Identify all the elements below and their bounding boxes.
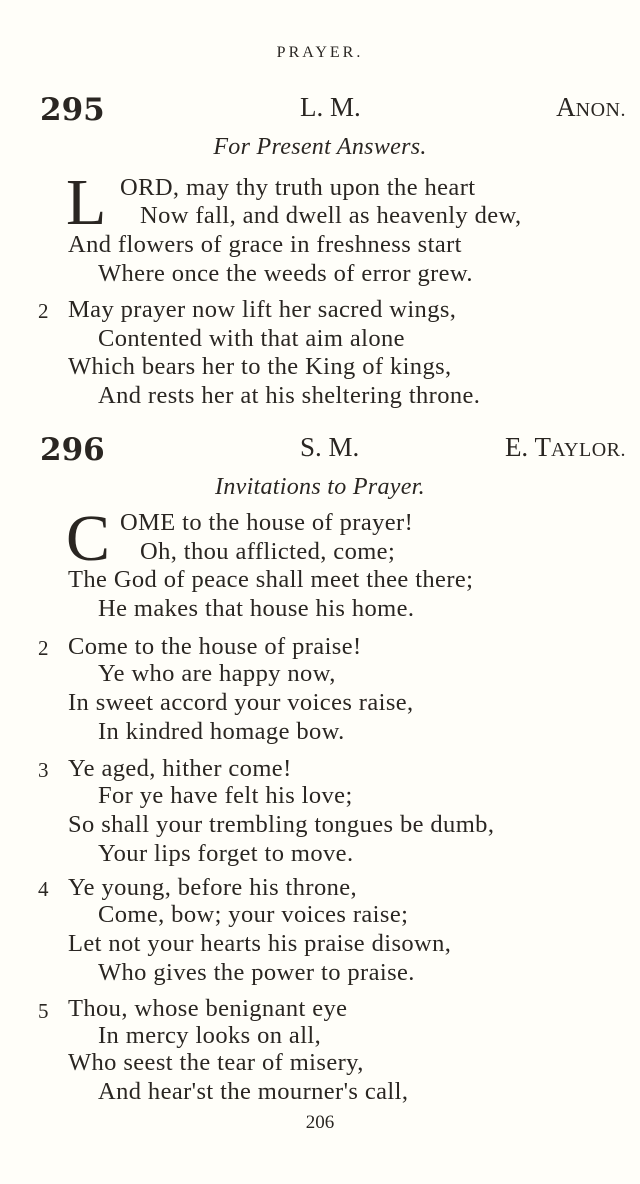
hymn-header [40, 92, 626, 132]
verse-line: So shall your trembling tongues be dumb, [68, 811, 495, 838]
verse-line: May prayer now lift her sacred wings, [68, 296, 457, 323]
verse-line: In mercy looks on all, [98, 1022, 322, 1049]
hymn-meter: S. M. [300, 432, 360, 462]
verse-line: Come to the house of praise! [68, 633, 362, 660]
drop-cap: C [66, 502, 111, 575]
verse-line: Thou, whose benignant eye [68, 995, 348, 1022]
verse-number: 2 [38, 299, 49, 323]
hymn-title: For Present Answers. [213, 134, 427, 160]
hymn-header [40, 432, 626, 472]
verse-line: Which bears her to the King of kings, [68, 353, 452, 380]
verse-line: Ye aged, hither come! [68, 755, 292, 782]
verse-line: And rests her at his sheltering throne. [98, 382, 481, 409]
verse-line: And flowers of grace in freshness start [68, 231, 462, 258]
hymn-author: ANON. [556, 92, 626, 122]
hymn-number: 296 [40, 432, 105, 468]
verse-line: Contented with that aim alone [98, 325, 405, 352]
verse-number: 5 [38, 999, 49, 1023]
drop-cap: L [66, 166, 107, 239]
verse-line: Who gives the power to praise. [98, 959, 415, 986]
verse-line: Let not your hearts his praise disown, [68, 930, 452, 957]
verse-line: For ye have felt his love; [98, 782, 353, 809]
verse-line: Now fall, and dwell as heavenly dew, [140, 202, 522, 229]
verse-line: Who seest the tear of misery, [68, 1049, 364, 1076]
verse-line: Ye young, before his throne, [68, 874, 358, 901]
verse-number: 2 [38, 636, 49, 660]
hymn-title: Invitations to Prayer. [215, 474, 425, 500]
verse-line: OME to the house of prayer! [120, 509, 414, 536]
running-head: PRAYER. [276, 44, 364, 61]
hymn-meter: L. M. [300, 92, 361, 122]
hymn-author: E. TAYLOR. [504, 432, 626, 462]
verse-number: 3 [38, 758, 49, 782]
verse-line: Oh, thou afflicted, come; [140, 538, 396, 565]
verse-line: Come, bow; your voices raise; [98, 901, 409, 928]
verse-line: In sweet accord your voices raise, [68, 689, 414, 716]
verse-line: Where once the weeds of error grew. [98, 260, 473, 287]
verse-line: In kindred homage bow. [98, 718, 345, 745]
page-number: 206 [305, 1112, 335, 1133]
verse-line: And hear'st the mourner's call, [98, 1078, 409, 1105]
verse-number: 4 [38, 877, 49, 901]
verse-line: Your lips forget to move. [98, 840, 354, 867]
hymn-number: 295 [40, 92, 105, 128]
verse-line: Ye who are happy now, [98, 660, 336, 687]
verse-line: He makes that house his home. [98, 595, 415, 622]
verse-line: The God of peace shall meet thee there; [68, 566, 474, 593]
verse-line: ORD, may thy truth upon the heart [120, 174, 476, 201]
